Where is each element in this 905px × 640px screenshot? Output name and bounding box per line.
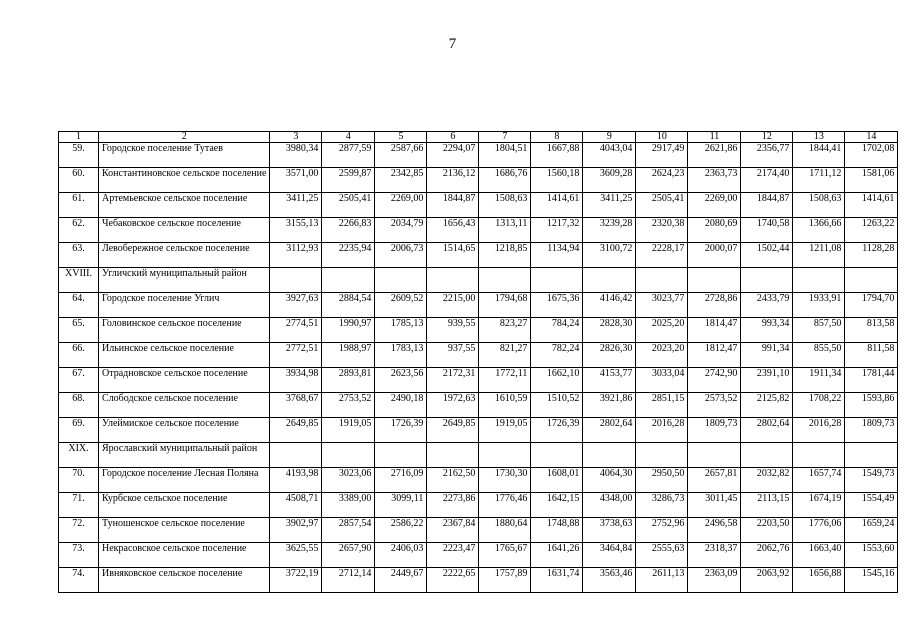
value-cell: 1514,65 <box>427 243 479 268</box>
value-cell: 3609,28 <box>583 168 636 193</box>
value-cell <box>270 443 322 468</box>
row-number: 60. <box>59 168 99 193</box>
settlement-name: Туношенское сельское поселение <box>99 518 270 543</box>
value-cell: 2490,18 <box>375 393 427 418</box>
table-row <box>59 168 898 193</box>
value-cell <box>793 443 845 468</box>
value-cell <box>741 443 793 468</box>
value-cell: 2222,65 <box>427 568 479 593</box>
value-cell: 823,27 <box>479 318 531 343</box>
value-cell <box>583 268 636 293</box>
value-cell: 1675,36 <box>531 293 583 318</box>
value-cell: 2367,84 <box>427 518 479 543</box>
value-cell: 813,58 <box>845 318 898 343</box>
value-cell: 1211,08 <box>793 243 845 268</box>
value-cell: 1880,64 <box>479 518 531 543</box>
value-cell: 1631,74 <box>531 568 583 593</box>
value-cell: 1794,68 <box>479 293 531 318</box>
value-cell <box>688 443 741 468</box>
value-cell <box>322 268 375 293</box>
value-cell: 2573,52 <box>688 393 741 418</box>
settlement-name: Городское поселение Тутаев <box>99 143 270 168</box>
value-cell: 1783,13 <box>375 343 427 368</box>
value-cell: 2034,79 <box>375 218 427 243</box>
settlement-name: Отрадновское сельское поселение <box>99 368 270 393</box>
value-cell: 1776,46 <box>479 493 531 518</box>
value-cell: 1659,24 <box>845 518 898 543</box>
value-cell: 3099,11 <box>375 493 427 518</box>
value-cell: 2657,81 <box>688 468 741 493</box>
value-cell <box>479 268 531 293</box>
value-cell: 1313,11 <box>479 218 531 243</box>
value-cell <box>741 268 793 293</box>
table-row <box>59 518 898 543</box>
value-cell: 2802,64 <box>583 418 636 443</box>
settlement-name: Городское поселение Углич <box>99 293 270 318</box>
row-number: 74. <box>59 568 99 593</box>
value-cell <box>636 268 688 293</box>
value-cell: 2624,23 <box>636 168 688 193</box>
value-cell <box>375 443 427 468</box>
value-cell: 2621,86 <box>688 143 741 168</box>
value-cell: 1844,87 <box>427 193 479 218</box>
value-cell <box>583 443 636 468</box>
table-row <box>59 393 898 418</box>
value-cell: 1217,32 <box>531 218 583 243</box>
value-cell <box>427 268 479 293</box>
value-cell: 3934,98 <box>270 368 322 393</box>
value-cell: 2235,94 <box>322 243 375 268</box>
value-cell: 1844,87 <box>741 193 793 218</box>
value-cell: 3112,93 <box>270 243 322 268</box>
value-cell: 1708,22 <box>793 393 845 418</box>
table-row <box>59 443 898 468</box>
value-cell: 1702,08 <box>845 143 898 168</box>
value-cell: 1510,52 <box>531 393 583 418</box>
value-cell: 1656,88 <box>793 568 845 593</box>
value-cell: 939,55 <box>427 318 479 343</box>
value-cell: 1686,76 <box>479 168 531 193</box>
value-cell: 1814,47 <box>688 318 741 343</box>
column-header: 1 <box>59 132 99 143</box>
value-cell: 2294,07 <box>427 143 479 168</box>
value-cell: 1933,91 <box>793 293 845 318</box>
value-cell: 2356,77 <box>741 143 793 168</box>
value-cell: 2136,12 <box>427 168 479 193</box>
value-cell: 4064,30 <box>583 468 636 493</box>
settlement-name: Городское поселение Лесная Поляна <box>99 468 270 493</box>
value-cell: 1726,39 <box>531 418 583 443</box>
value-cell: 2950,50 <box>636 468 688 493</box>
value-cell: 1911,34 <box>793 368 845 393</box>
value-cell: 2273,86 <box>427 493 479 518</box>
row-number: 67. <box>59 368 99 393</box>
row-number: 66. <box>59 343 99 368</box>
settlement-name: Ярославский муниципальный район <box>99 443 270 468</box>
value-cell: 2269,00 <box>688 193 741 218</box>
value-cell: 3571,00 <box>270 168 322 193</box>
settlement-name: Слободское сельское поселение <box>99 393 270 418</box>
table-row <box>59 568 898 593</box>
value-cell: 1642,15 <box>531 493 583 518</box>
value-cell: 2032,82 <box>741 468 793 493</box>
row-number: 64. <box>59 293 99 318</box>
row-number: XIX. <box>59 443 99 468</box>
value-cell: 1765,67 <box>479 543 531 568</box>
value-cell: 2320,38 <box>636 218 688 243</box>
settlement-name: Ильинское сельское поселение <box>99 343 270 368</box>
value-cell: 1641,26 <box>531 543 583 568</box>
value-cell: 1610,59 <box>479 393 531 418</box>
value-cell: 2917,49 <box>636 143 688 168</box>
column-header: 11 <box>688 132 741 143</box>
value-cell: 855,50 <box>793 343 845 368</box>
settlement-name: Артемьевское сельское поселение <box>99 193 270 218</box>
value-cell: 1785,13 <box>375 318 427 343</box>
value-cell: 3389,00 <box>322 493 375 518</box>
row-number: 72. <box>59 518 99 543</box>
column-header: 9 <box>583 132 636 143</box>
table-row <box>59 418 898 443</box>
value-cell: 3738,63 <box>583 518 636 543</box>
table-row <box>59 293 898 318</box>
value-cell: 3563,46 <box>583 568 636 593</box>
value-cell: 1502,44 <box>741 243 793 268</box>
column-header: 10 <box>636 132 688 143</box>
value-cell: 2125,82 <box>741 393 793 418</box>
value-cell: 1809,73 <box>845 418 898 443</box>
value-cell: 1776,06 <box>793 518 845 543</box>
value-cell: 2753,52 <box>322 393 375 418</box>
value-cell <box>636 443 688 468</box>
value-cell: 2363,73 <box>688 168 741 193</box>
value-cell: 1988,97 <box>322 343 375 368</box>
settlement-name: Улеймиское сельское поселение <box>99 418 270 443</box>
value-cell: 2657,90 <box>322 543 375 568</box>
value-cell: 991,34 <box>741 343 793 368</box>
value-cell: 1748,88 <box>531 518 583 543</box>
table-row <box>59 368 898 393</box>
value-cell: 4348,00 <box>583 493 636 518</box>
column-header: 8 <box>531 132 583 143</box>
page-number: 7 <box>448 36 457 52</box>
value-cell: 2496,58 <box>688 518 741 543</box>
table-row <box>59 218 898 243</box>
column-header: 4 <box>322 132 375 143</box>
value-cell: 1134,94 <box>531 243 583 268</box>
value-cell: 3286,73 <box>636 493 688 518</box>
settlement-name: Ивняковское сельское поселение <box>99 568 270 593</box>
table-row <box>59 268 898 293</box>
value-cell <box>531 443 583 468</box>
value-cell: 2828,30 <box>583 318 636 343</box>
value-cell: 1218,85 <box>479 243 531 268</box>
value-cell: 4043,04 <box>583 143 636 168</box>
column-header: 5 <box>375 132 427 143</box>
value-cell: 1662,10 <box>531 368 583 393</box>
value-cell: 993,34 <box>741 318 793 343</box>
settlement-name: Константиновское сельское поселение <box>99 168 270 193</box>
value-cell <box>531 268 583 293</box>
table-row <box>59 243 898 268</box>
value-cell: 2080,69 <box>688 218 741 243</box>
row-number: 62. <box>59 218 99 243</box>
value-cell: 2712,14 <box>322 568 375 593</box>
value-cell: 2391,10 <box>741 368 793 393</box>
value-cell: 2215,00 <box>427 293 479 318</box>
value-cell: 784,24 <box>531 318 583 343</box>
value-cell <box>479 443 531 468</box>
value-cell: 2062,76 <box>741 543 793 568</box>
value-cell: 3980,34 <box>270 143 322 168</box>
tariff-table <box>58 131 898 593</box>
row-number: 59. <box>59 143 99 168</box>
value-cell: 1663,40 <box>793 543 845 568</box>
value-cell: 2752,96 <box>636 518 688 543</box>
value-cell: 1508,63 <box>793 193 845 218</box>
value-cell: 2851,15 <box>636 393 688 418</box>
table-row <box>59 193 898 218</box>
row-number: 73. <box>59 543 99 568</box>
value-cell: 3023,77 <box>636 293 688 318</box>
value-cell: 1674,19 <box>793 493 845 518</box>
value-cell: 2728,86 <box>688 293 741 318</box>
value-cell: 2611,13 <box>636 568 688 593</box>
value-cell: 3033,04 <box>636 368 688 393</box>
value-cell: 2893,81 <box>322 368 375 393</box>
column-header: 7 <box>479 132 531 143</box>
value-cell: 2609,52 <box>375 293 427 318</box>
value-cell: 2113,15 <box>741 493 793 518</box>
value-cell: 1593,86 <box>845 393 898 418</box>
column-header: 13 <box>793 132 845 143</box>
value-cell: 1809,73 <box>688 418 741 443</box>
value-cell: 1656,43 <box>427 218 479 243</box>
column-header: 6 <box>427 132 479 143</box>
row-number: 68. <box>59 393 99 418</box>
value-cell <box>688 268 741 293</box>
value-cell: 1263,22 <box>845 218 898 243</box>
value-cell: 2433,79 <box>741 293 793 318</box>
value-cell <box>270 268 322 293</box>
value-cell: 2774,51 <box>270 318 322 343</box>
table-row <box>59 493 898 518</box>
value-cell: 1608,01 <box>531 468 583 493</box>
table-row <box>59 143 898 168</box>
value-cell: 1549,73 <box>845 468 898 493</box>
value-cell: 1794,70 <box>845 293 898 318</box>
value-cell <box>427 443 479 468</box>
value-cell: 4153,77 <box>583 368 636 393</box>
value-cell: 4508,71 <box>270 493 322 518</box>
value-cell: 1414,61 <box>531 193 583 218</box>
value-cell: 2505,41 <box>322 193 375 218</box>
column-header: 3 <box>270 132 322 143</box>
value-cell: 1730,30 <box>479 468 531 493</box>
value-cell: 4146,42 <box>583 293 636 318</box>
row-number: 70. <box>59 468 99 493</box>
row-number: 61. <box>59 193 99 218</box>
value-cell: 2802,64 <box>741 418 793 443</box>
value-cell: 1804,51 <box>479 143 531 168</box>
value-cell: 2000,07 <box>688 243 741 268</box>
value-cell <box>322 443 375 468</box>
value-cell: 3921,86 <box>583 393 636 418</box>
value-cell: 2449,67 <box>375 568 427 593</box>
value-cell: 2269,00 <box>375 193 427 218</box>
value-cell: 2363,09 <box>688 568 741 593</box>
settlement-name: Левобережное сельское поселение <box>99 243 270 268</box>
value-cell: 2586,22 <box>375 518 427 543</box>
value-cell: 2406,03 <box>375 543 427 568</box>
value-cell: 782,24 <box>531 343 583 368</box>
table-row <box>59 343 898 368</box>
value-cell: 2884,54 <box>322 293 375 318</box>
value-cell: 2016,28 <box>793 418 845 443</box>
value-cell: 3768,67 <box>270 393 322 418</box>
settlement-name: Некрасовское сельское поселение <box>99 543 270 568</box>
value-cell: 821,27 <box>479 343 531 368</box>
value-cell: 3100,72 <box>583 243 636 268</box>
value-cell: 2063,92 <box>741 568 793 593</box>
column-header: 2 <box>99 132 270 143</box>
value-cell: 1844,41 <box>793 143 845 168</box>
row-number: 63. <box>59 243 99 268</box>
value-cell: 2826,30 <box>583 343 636 368</box>
value-cell: 2342,85 <box>375 168 427 193</box>
value-cell: 2649,85 <box>270 418 322 443</box>
value-cell: 3625,55 <box>270 543 322 568</box>
table-row <box>59 543 898 568</box>
value-cell <box>845 443 898 468</box>
value-cell: 1128,28 <box>845 243 898 268</box>
value-cell: 2203,50 <box>741 518 793 543</box>
value-cell: 3239,28 <box>583 218 636 243</box>
value-cell: 1554,49 <box>845 493 898 518</box>
settlement-name: Чебаковское сельское поселение <box>99 218 270 243</box>
value-cell: 3155,13 <box>270 218 322 243</box>
value-cell: 1757,89 <box>479 568 531 593</box>
table-row <box>59 468 898 493</box>
table-row <box>59 318 898 343</box>
value-cell: 2505,41 <box>636 193 688 218</box>
value-cell: 2742,90 <box>688 368 741 393</box>
value-cell: 2025,20 <box>636 318 688 343</box>
value-cell: 1581,06 <box>845 168 898 193</box>
value-cell: 1366,66 <box>793 218 845 243</box>
value-cell: 2162,50 <box>427 468 479 493</box>
value-cell: 1508,63 <box>479 193 531 218</box>
row-number: 69. <box>59 418 99 443</box>
value-cell: 2587,66 <box>375 143 427 168</box>
value-cell: 2857,54 <box>322 518 375 543</box>
value-cell: 3023,06 <box>322 468 375 493</box>
value-cell: 2174,40 <box>741 168 793 193</box>
value-cell: 857,50 <box>793 318 845 343</box>
value-cell: 1553,60 <box>845 543 898 568</box>
value-cell: 3722,19 <box>270 568 322 593</box>
value-cell: 2318,37 <box>688 543 741 568</box>
value-cell: 1990,97 <box>322 318 375 343</box>
row-number: XVIII. <box>59 268 99 293</box>
value-cell: 1781,44 <box>845 368 898 393</box>
row-number: 71. <box>59 493 99 518</box>
value-cell: 1812,47 <box>688 343 741 368</box>
value-cell: 2649,85 <box>427 418 479 443</box>
value-cell: 2772,51 <box>270 343 322 368</box>
value-cell: 1919,05 <box>479 418 531 443</box>
value-cell <box>793 268 845 293</box>
value-cell: 1726,39 <box>375 418 427 443</box>
column-header: 14 <box>845 132 898 143</box>
value-cell: 937,55 <box>427 343 479 368</box>
value-cell: 1711,12 <box>793 168 845 193</box>
value-cell: 3927,63 <box>270 293 322 318</box>
value-cell: 2228,17 <box>636 243 688 268</box>
table-header-row <box>59 132 898 143</box>
value-cell: 2599,87 <box>322 168 375 193</box>
value-cell: 1919,05 <box>322 418 375 443</box>
value-cell: 1560,18 <box>531 168 583 193</box>
value-cell <box>845 268 898 293</box>
value-cell: 3011,45 <box>688 493 741 518</box>
value-cell: 3902,97 <box>270 518 322 543</box>
settlement-name: Головинское сельское поселение <box>99 318 270 343</box>
settlement-name: Угличский муниципальный район <box>99 268 270 293</box>
value-cell: 1657,74 <box>793 468 845 493</box>
column-header: 12 <box>741 132 793 143</box>
value-cell: 2006,73 <box>375 243 427 268</box>
value-cell: 3411,25 <box>583 193 636 218</box>
value-cell: 1972,63 <box>427 393 479 418</box>
value-cell: 1667,88 <box>531 143 583 168</box>
value-cell: 2877,59 <box>322 143 375 168</box>
settlement-name: Курбское сельское поселение <box>99 493 270 518</box>
value-cell: 1740,58 <box>741 218 793 243</box>
value-cell: 2623,56 <box>375 368 427 393</box>
value-cell: 2023,20 <box>636 343 688 368</box>
value-cell: 811,58 <box>845 343 898 368</box>
value-cell: 2716,09 <box>375 468 427 493</box>
value-cell <box>375 268 427 293</box>
value-cell: 4193,98 <box>270 468 322 493</box>
value-cell: 3464,84 <box>583 543 636 568</box>
value-cell: 2172,31 <box>427 368 479 393</box>
row-number: 65. <box>59 318 99 343</box>
value-cell: 2555,63 <box>636 543 688 568</box>
value-cell: 2266,83 <box>322 218 375 243</box>
value-cell: 2223,47 <box>427 543 479 568</box>
value-cell: 1545,16 <box>845 568 898 593</box>
value-cell: 2016,28 <box>636 418 688 443</box>
value-cell: 3411,25 <box>270 193 322 218</box>
value-cell: 1414,61 <box>845 193 898 218</box>
value-cell: 1772,11 <box>479 368 531 393</box>
